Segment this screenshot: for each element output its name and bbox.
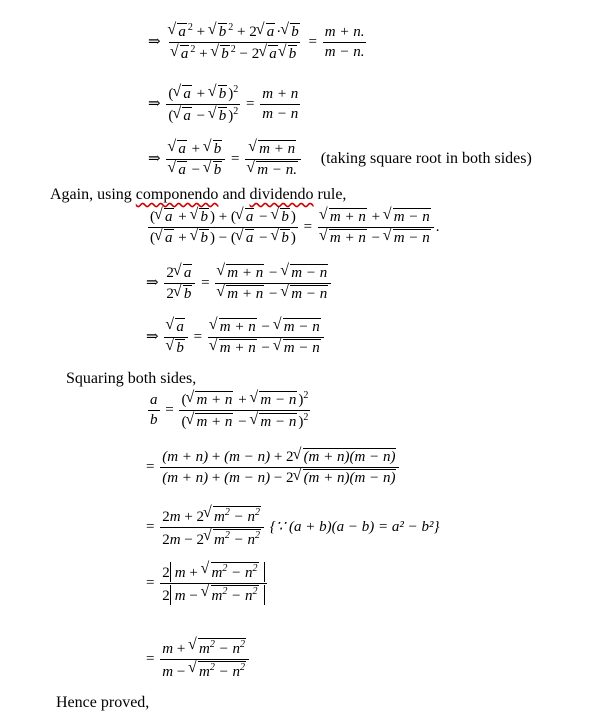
fraction-8: $\frac{(m + n) + (m - n) + 2√ (m + n)(m - n)}{(m + n) + (m - n) - 2√ (m + n)(m - n)}$ — [160, 448, 399, 487]
implies-symbol: ⇒ — [148, 150, 161, 167]
equation-line-4: $\frac{(√ a + √ b ) + (√ a - √ b )}{(√ a + √ b ) - (√ a - √ b )}$ = √ m + n + √ m − n √ m + n − √ m − n . — [146, 208, 440, 247]
fraction-1: √ a $^2$ + √ b $^2$ + 2√ a ·√ b √ a $^2$ + √ b $^2$ − 2√ a√ b — [166, 22, 302, 63]
equation-line-11 — [146, 638, 251, 681]
equals: = — [146, 518, 155, 535]
equation-line-5 — [146, 264, 333, 303]
fraction-9: $\frac{2m + 2√ m^2 - n^2}{2m - 2√ m^2 - n^2}$ — [160, 506, 264, 549]
equals: = — [308, 33, 317, 50]
implies-symbol: ⇒ — [148, 33, 161, 50]
fraction-a-over-b: $\frac{a}{b}$ — [150, 392, 158, 428]
fraction-rhs-2: $\frac{m + n}{m - n}$ — [262, 86, 299, 122]
implies-symbol: ⇒ — [146, 274, 159, 291]
equals: = — [193, 328, 203, 345]
fraction-rhs-3: √ m + n √ m − n. — [245, 140, 301, 179]
equals: = — [231, 150, 240, 167]
comment: (taking square root in both sides) — [320, 149, 532, 167]
fraction-3: √ a + √ b √ a − √ b — [166, 140, 225, 179]
implies-symbol: ⇒ — [148, 95, 161, 112]
fraction-10: $\frac{2 m + √ m^2 - n^2}{2 m - √ m^2 - n^2}$ — [160, 562, 266, 605]
hence-proved: Hence proved, — [56, 694, 150, 711]
fraction-rhs-4: √ m + n + √ m − n √ m + n − √ m − n — [318, 208, 434, 247]
fraction-rhs-5: √ m + n − √ m − n √ m + n − √ m − n — [215, 264, 331, 303]
equals: = — [165, 401, 174, 418]
equation-line-7 — [146, 390, 312, 431]
identity-note: {∵ (a + b)(a − b) = a² − b²} — [269, 518, 440, 535]
equals: = — [146, 458, 155, 475]
equation-line-8 — [146, 448, 401, 487]
again-text: Again, using componendo and dividendo rule, — [50, 186, 347, 203]
fraction-rhs-6: √ m + n − √ m − n √ m + n − √ m − n — [208, 318, 324, 357]
equation-line-6 — [146, 318, 326, 357]
squaring-text: Squaring both sides, — [66, 370, 197, 387]
equals: = — [303, 218, 313, 235]
equals: = — [201, 274, 210, 291]
implies-symbol: ⇒ — [146, 328, 159, 345]
fraction-11: $\frac{m + √ m^2 - n^2}{m - √ m^2 - n^2}$ — [160, 638, 249, 681]
equation-line-10 — [146, 562, 269, 605]
equation-line-3 — [148, 140, 532, 179]
equals: = — [146, 574, 155, 591]
fraction-5: $\frac{2√ a}{2√ b}$ — [164, 264, 195, 303]
fraction-6: √ a √ b — [164, 318, 188, 357]
fraction-7: $\frac{(√ m + n + √ m - n )^2}{(√ m + n - √ m - n )^2}$ — [179, 390, 310, 431]
equals: = — [246, 95, 255, 112]
equation-line-1 — [148, 22, 368, 63]
equation-line-2 — [148, 84, 302, 125]
fraction-rhs-1: $\frac{m + n.}{m - n.}$ — [324, 24, 365, 60]
fraction-4: $\frac{(√ a + √ b ) + (√ a - √ b )}{(√ a + √ b ) - (√ a - √ b )}$ — [148, 208, 298, 247]
equals: = — [146, 650, 155, 667]
equation-line-9 — [146, 506, 440, 549]
fraction-2: $\frac{(√ a + √ b )^2}{(√ a - √ b )^2}$ — [166, 84, 240, 125]
